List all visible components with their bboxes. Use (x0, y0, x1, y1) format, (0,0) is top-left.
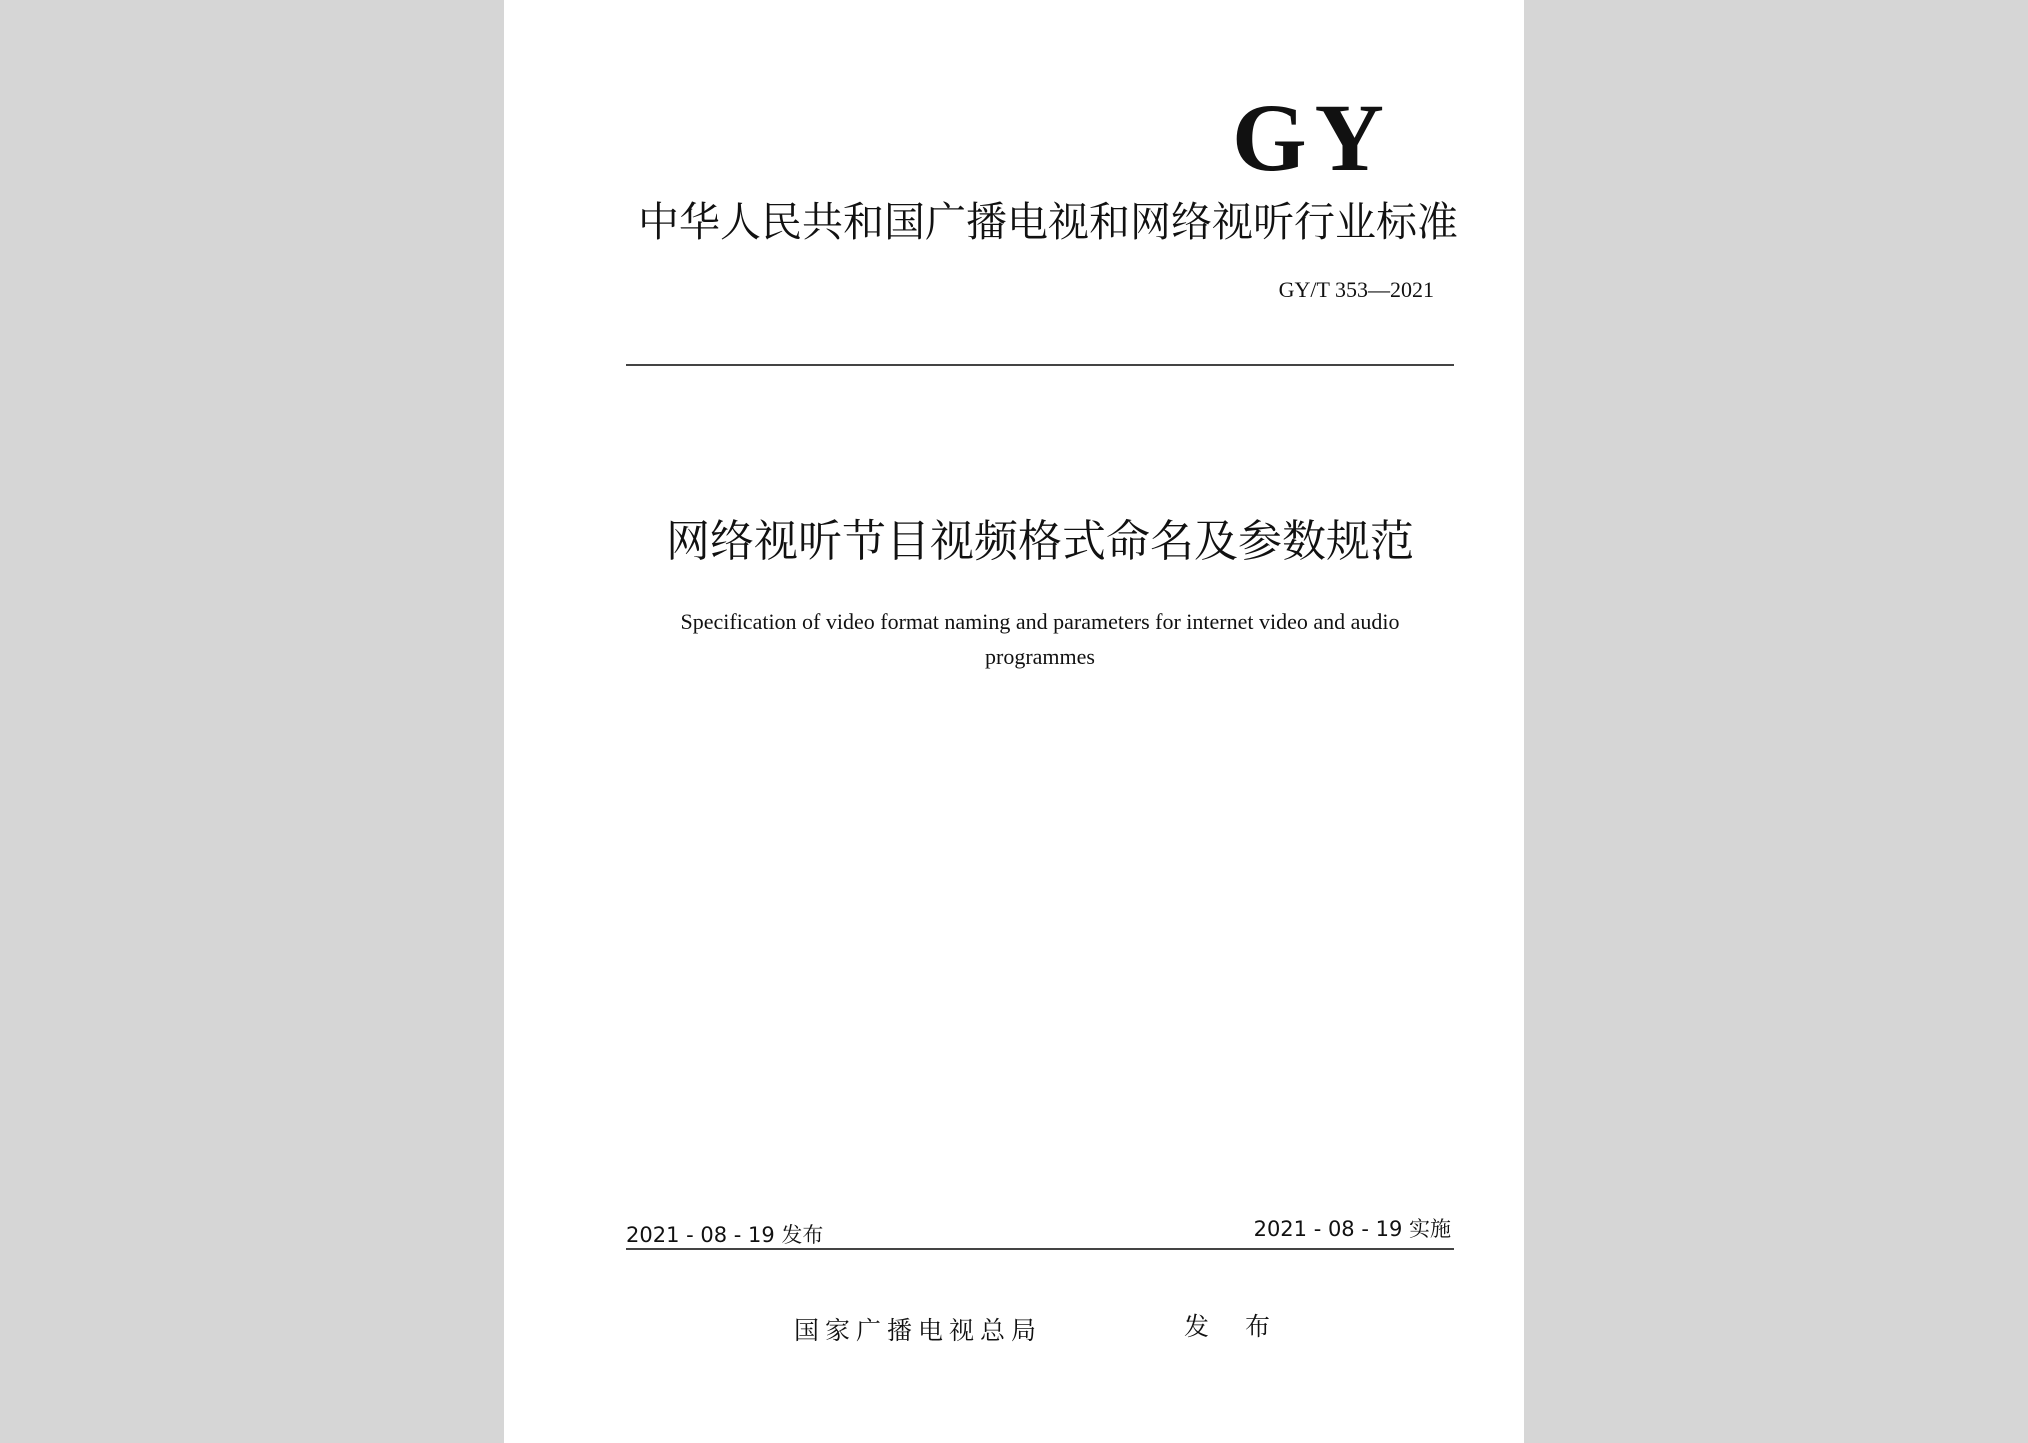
industry-standard-title: 中华人民共和国广播电视和网络视听行业标准 (638, 198, 1458, 246)
publisher-name: 国家广播电视总局 (794, 1316, 1043, 1345)
document-title-chinese: 网络视听节目视频格式命名及参数规范 (666, 516, 1414, 567)
document-title-english: Specification of video format naming and parameters for internet video and audio programmes (680, 609, 1400, 669)
bottom-divider (626, 1248, 1454, 1250)
issue-date: 2021 - 08 - 19 发布 (626, 1223, 824, 1247)
implementation-date: 2021 - 08 - 19 实施 (1253, 1217, 1451, 1241)
document-page (504, 0, 1524, 1443)
standard-code: GY/T 353—2021 (1278, 277, 1434, 302)
publish-label: 发 布 (1184, 1312, 1284, 1341)
top-divider (626, 364, 1454, 366)
standard-logo: GY (1232, 84, 1392, 191)
